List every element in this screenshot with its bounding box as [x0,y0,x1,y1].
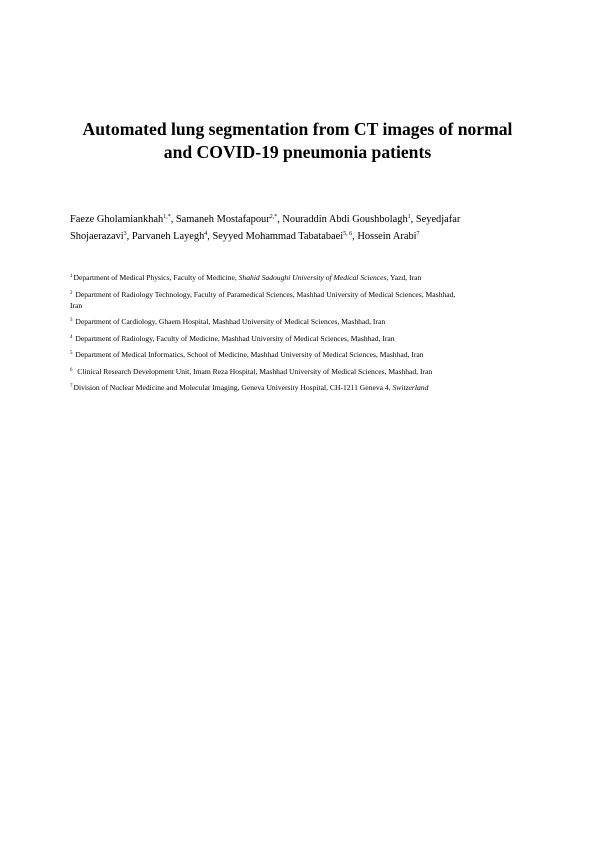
author-affiliation-marker: 4 [204,231,208,237]
title-line: and COVID-19 pneumonia patients [163,142,432,162]
author-affiliation-marker: 1 [407,214,411,220]
author-name: Samaneh Mostafapour [175,214,270,225]
affiliation-text: Division of Nuclear Medicine and Molecular Imaging, Geneva University Hospital, CH-1211 Geneva 4, [73,383,393,392]
affiliation-text-italic: Switzerland [392,383,429,392]
affiliation-item [70,333,530,344]
author-affiliation-marker: 3 [123,231,127,237]
author-name: Hossein Arabi [357,231,417,242]
affiliation-number: 6 [70,367,73,373]
affiliation-item [70,272,530,283]
affiliation-list [70,272,530,399]
author-separator: , [410,214,416,225]
affiliation-number: 3 [70,318,73,323]
affiliation-item [70,289,530,311]
author-separator: , [207,231,213,242]
affiliation-number: 7 [70,384,73,389]
author-name: Seyyed Mohammad Tabatabaei [212,231,344,242]
affiliation-text: Department of Radiology, Faculty of Medicine, Mashhad University of Medical Sciences, Mashhad, Iran [73,333,395,343]
affiliation-text: Department of Medical Physics, Faculty of Medicine, [73,273,239,282]
affiliation-item [70,349,530,360]
author-name: Seyedjafar [415,214,461,225]
affiliation-number: 5 [70,351,73,356]
author-line [70,228,530,245]
affiliation-number: 2 [70,290,73,296]
affiliation-text-italic: Shahid Sadoughi University of Medical Sciences [238,273,387,282]
affiliation-number: 4 [70,334,73,340]
affiliation-text: Department of Radiology Technology, Faculty of Paramedical Sciences, Mashhad University of Medical Sciences, Mashhad, [73,289,456,299]
affiliation-text: Department of Cardiology, Ghaem Hospital, Mashhad University of Medical Sciences, Mashhad, Iran [73,317,386,326]
author-separator: , [277,214,283,225]
affiliation-item [70,366,530,377]
author-affiliation-marker: 2,* [269,214,278,220]
affiliation-item [70,382,530,393]
author-name: Shojaerazavi [70,231,124,242]
author-name: Faeze Gholamiankhah [70,214,164,225]
affiliation-text: , Yazd, Iran [386,273,422,282]
author-list [70,211,530,245]
affiliation-text: Iran [70,300,83,310]
author-separator: , [126,231,132,242]
affiliation-text: Clinical Research Development Unit, Imam Reza Hospital, Mashhad University of Medical Sciences, Mashhad, Iran [73,366,433,376]
author-separator: , [170,214,176,225]
title-line: Automated lung segmentation from CT images of normal [82,119,513,139]
paper-title [60,118,535,164]
author-affiliation-marker: 7 [416,231,420,237]
author-affiliation-marker: 5, 6 [343,231,353,237]
author-line [70,211,530,228]
author-name: Parvaneh Layegh [131,231,205,242]
author-name: Nouraddin Abdi Goushbolagh [282,214,408,225]
author-affiliation-marker: 1,* [163,214,171,220]
author-separator: , [352,231,358,242]
affiliation-item [70,316,530,327]
affiliation-number: 1 [70,274,73,279]
affiliation-text: Department of Medical Informatics, School of Medicine, Mashhad University of Medical Sciences, Mashhad, Iran [73,350,424,359]
